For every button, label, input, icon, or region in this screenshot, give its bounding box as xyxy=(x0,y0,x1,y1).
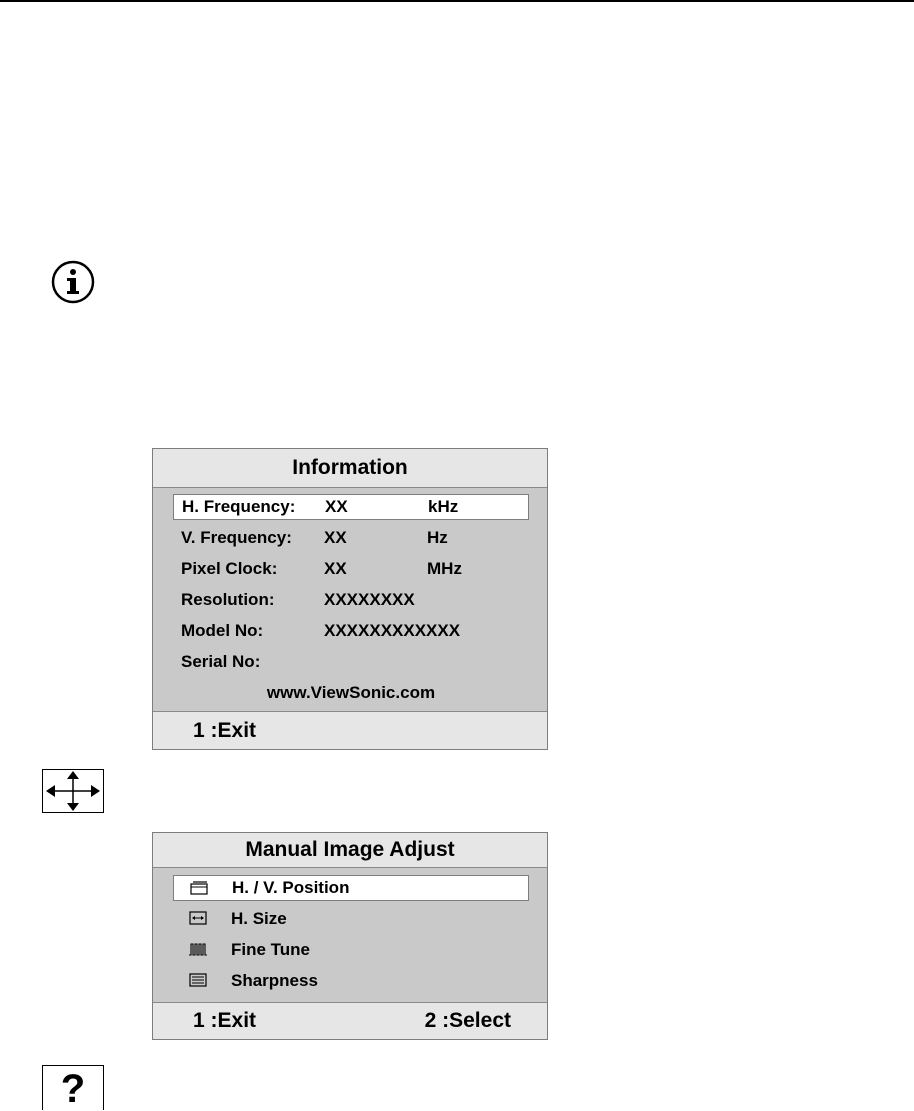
menu-item-h-size[interactable] xyxy=(173,906,529,932)
info-row-label: Model No: xyxy=(181,621,264,640)
exit-hint[interactable]: 1 :Exit xyxy=(193,1009,257,1032)
info-row-resolution xyxy=(173,587,529,613)
select-hint[interactable]: 2 :Select xyxy=(424,1009,511,1032)
info-row-v-frequency xyxy=(173,525,529,551)
info-row-h-frequency[interactable] xyxy=(173,494,529,520)
navigation-arrows-icon xyxy=(42,769,104,813)
info-icon xyxy=(51,260,95,304)
info-row-unit: kHz xyxy=(428,497,459,516)
exit-hint[interactable]: 1 :Exit xyxy=(193,719,257,742)
top-rule xyxy=(0,0,914,2)
info-row-label: V. Frequency: xyxy=(181,528,292,547)
website-text: www.ViewSonic.com xyxy=(266,683,436,702)
question-mark: ? xyxy=(60,1067,86,1111)
info-row-value: XXXXXXXX xyxy=(324,590,415,609)
info-row-unit: Hz xyxy=(427,528,448,547)
menu-item-label: H. / V. Position xyxy=(232,878,350,897)
info-row-serial-no xyxy=(173,649,529,675)
menu-item-fine-tune[interactable] xyxy=(173,937,529,963)
info-website xyxy=(173,680,529,706)
information-menu-footer xyxy=(153,711,547,749)
menu-item-hv-position[interactable] xyxy=(173,875,529,901)
info-row-value: XXXXXXXXXXXX xyxy=(324,621,461,640)
manual-menu-footer xyxy=(153,1002,547,1039)
info-row-label: Resolution: xyxy=(181,590,275,609)
information-menu xyxy=(152,448,548,750)
info-row-label: Pixel Clock: xyxy=(181,559,278,578)
info-row-label: H. Frequency: xyxy=(182,497,296,516)
h-size-icon xyxy=(189,911,207,925)
menu-item-label: H. Size xyxy=(231,909,287,928)
menu-item-sharpness[interactable] xyxy=(173,968,529,994)
menu-item-label: Sharpness xyxy=(231,971,318,990)
fine-tune-icon xyxy=(189,942,207,956)
info-row-value: XX xyxy=(325,497,348,516)
info-row-model-no xyxy=(173,618,529,644)
manual-image-adjust-menu xyxy=(152,832,548,1040)
info-row-pixel-clock xyxy=(173,556,529,582)
manual-menu-title: Manual Image Adjust xyxy=(153,833,547,868)
position-icon xyxy=(190,881,208,895)
help-question-icon xyxy=(42,1065,104,1110)
info-row-label: Serial No: xyxy=(181,652,261,671)
sharpness-icon xyxy=(189,973,207,987)
info-row-value: XX xyxy=(324,559,347,578)
info-row-value: XX xyxy=(324,528,347,547)
menu-item-label: Fine Tune xyxy=(231,940,311,959)
info-row-unit: MHz xyxy=(427,559,462,578)
information-menu-title: Information xyxy=(153,449,547,488)
